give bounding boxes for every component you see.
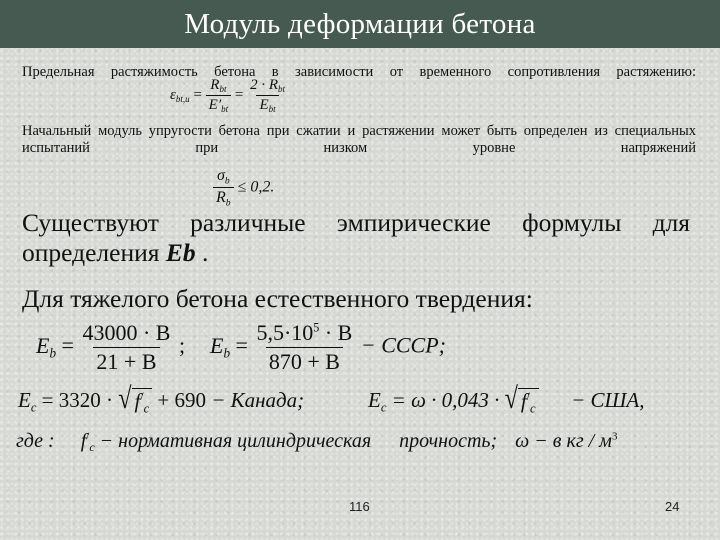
formula-eb-2: $E_b$ = $\frac{5,5\cdot 10^5 \cdot B}{870 + B}$ − СССР;: [210, 320, 446, 374]
formula-eb-1: $E_b$ = $\frac{43000 \cdot B}{21 + B}$ ;: [36, 320, 186, 374]
footer-number-left: 116: [349, 499, 370, 514]
paragraph-empirical-line1: Существуют различные эмпирические формулы для: [22, 208, 690, 237]
paragraph-heavy-concrete: [22, 284, 702, 314]
paragraph-initial-modulus: [22, 123, 696, 157]
title-bar: [0, 0, 720, 48]
fc-symbol: $f^/_c$: [80, 430, 95, 455]
eb1-fraction: $\frac{43000 \cdot B}{21 + B}$: [82, 320, 171, 374]
formula-legend: где : $f^/_c$ − нормативная цилиндрическая прочность; ω − в кг / $м^3$: [16, 430, 618, 455]
canada-lhs: $E_c$: [18, 388, 37, 415]
formula-ultimate-strain: $\varepsilon_{bt,u}$ = $\frac{R_{bt}}{E'_{bt}}$ = $\frac{2 \cdot R_{bt}}{E_{bt}}$: [170, 77, 288, 114]
eps-symbol: $\varepsilon_{bt,u}$: [170, 87, 190, 105]
formula-stress-ratio: [213, 167, 274, 209]
usa-sqrt: √ $f^/_c$: [505, 388, 539, 416]
paragraph-empirical: [22, 208, 690, 268]
paragraph-heavy-concrete-text: Для тяжелого бетона естественного твердения:: [22, 284, 533, 313]
where-prefix: где :: [16, 430, 55, 452]
paragraph-tensile-text: Предельная растяжимость бетона в зависимости от временного сопротивления растяжению:: [22, 64, 696, 80]
eb2-fraction: $\frac{5,5\cdot 10^5 \cdot B}{870 + B}$: [256, 320, 353, 374]
eb1-lhs: $E_b$: [36, 332, 57, 361]
eb-symbol: Eb: [165, 238, 196, 267]
fraction-sigma-over-r: $\frac{\sigma_b}{R_b}$: [213, 167, 234, 209]
paragraph-empirical-line2: определения Eb .: [22, 238, 209, 267]
usa-lhs: $E_c$: [368, 388, 387, 415]
slide-title: Модуль деформации бетона: [184, 7, 536, 40]
paragraph-initial-modulus-text: Начальный модуль упругости бетона при сжатии и растяжении может быть определен из специальных испытаний при низком уровне напряжений: [22, 123, 696, 156]
canada-sqrt: √ $f^/_c$: [118, 388, 152, 416]
formula-usa: $E_c = \omega \cdot 0,043$ · √ $f^/_c$ − США,: [368, 381, 645, 416]
ratio-rhs: ≤ 0,2.: [237, 178, 275, 196]
omega-unit: ω − в кг / $м^3$: [515, 430, 618, 452]
fraction-r-over-e-prime: $\frac{R_{bt}}{E'_{bt}}$: [206, 77, 231, 114]
formula-canada: $E_c = 3320$ · √ $f^/_c$ + 690 − Канада;: [18, 381, 305, 416]
fraction-2r-over-e: $\frac{2 \cdot R_{bt}}{E_{bt}}$: [250, 77, 286, 115]
paragraph-tensile: [22, 64, 696, 81]
eb2-lhs: $E_b$: [210, 332, 231, 361]
slide-number: 24: [665, 499, 680, 514]
